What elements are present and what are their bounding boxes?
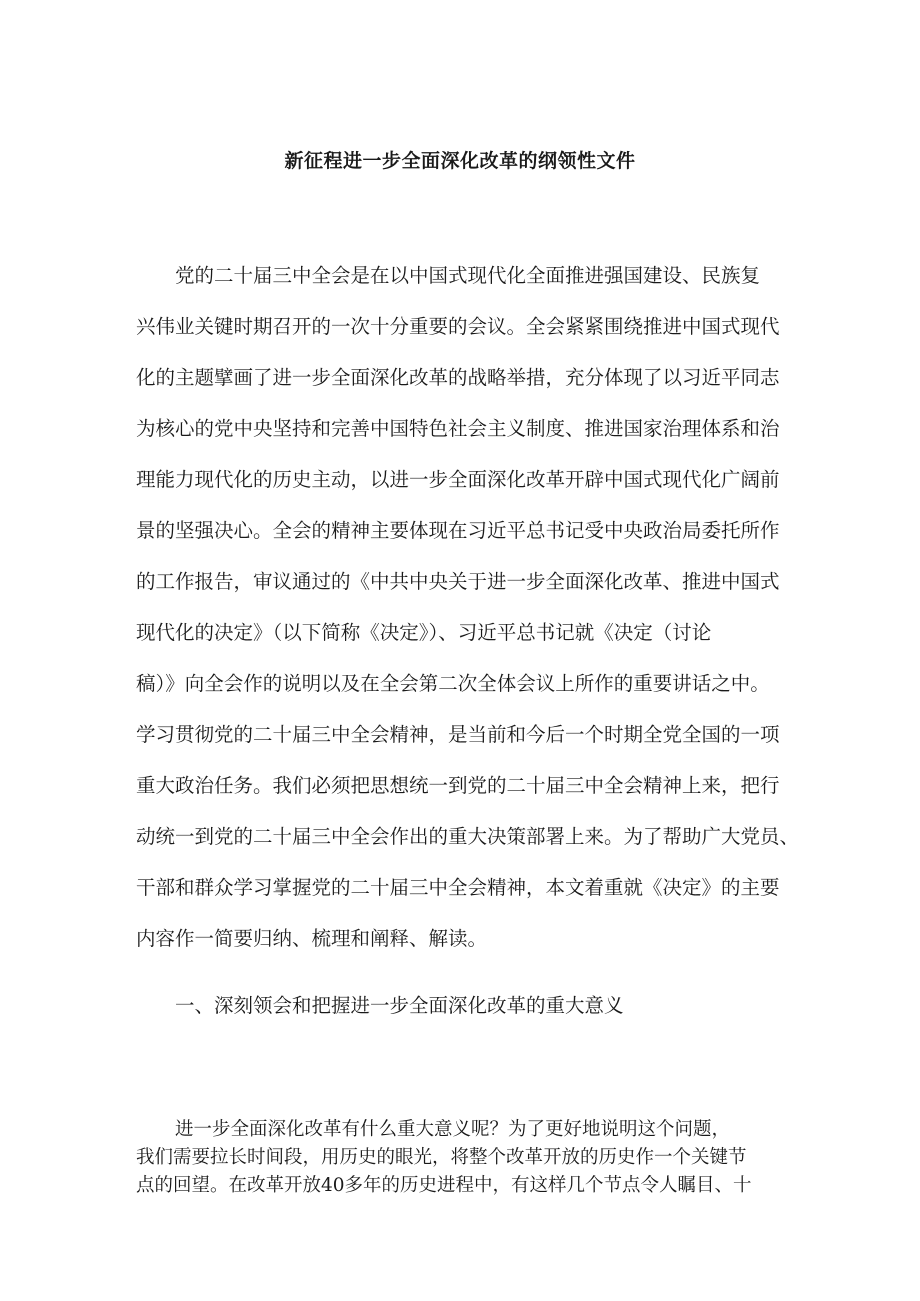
paragraph-line: 我们需要拉长时间段，用历史的眼光，将整个改革开放的历史作一个关键节	[136, 1147, 747, 1168]
paragraph-line: 稿）》向全会作的说明以及在全会第二次全体会议上所作的重要讲话之中。	[136, 672, 770, 695]
paragraph-line: 党的二十届三中全会是在以中国式现代化全面推进强国建设、民族复	[175, 264, 761, 287]
paragraph-line: 进一步全面深化改革有什么重大意义呢？为了更好地说明这个问题，	[175, 1119, 731, 1140]
document-title: 新征程进一步全面深化改革的纲领性文件	[284, 150, 636, 172]
paragraph-line: 的工作报告，审议通过的《中共中央关于进一步全面深化改革、推进中国式	[136, 570, 780, 593]
section-heading: 一、深刻领会和把握进一步全面深化改革的重大意义	[175, 994, 624, 1017]
paragraph-line: 动统一到党的二十届三中全会作出的重大决策部署上来。为了帮助广大党员、	[136, 825, 800, 848]
paragraph-line: 点的回望。在改革开放40多年的历史进程中，有这样几个节点令人瞩目、十	[136, 1175, 752, 1196]
paragraph-line: 内容作一简要归纳、梳理和阐释、解读。	[136, 927, 488, 950]
paragraph-line: 景的坚强决心。全会的精神主要体现在习近平总书记受中央政治局委托所作	[136, 519, 780, 542]
paragraph-line: 干部和群众学习掌握党的二十届三中全会精神，本文着重就《决定》的主要	[136, 876, 780, 899]
paragraph-line: 为核心的党中央坚持和完善中国特色社会主义制度、推进国家治理体系和治	[136, 417, 780, 440]
paragraph-line: 学习贯彻党的二十届三中全会精神，是当前和今后一个时期全党全国的一项	[136, 723, 780, 746]
paragraph-line: 重大政治任务。我们必须把思想统一到党的二十届三中全会精神上来，把行	[136, 774, 780, 797]
paragraph-line: 现代化的决定》（以下简称《决定》）、习近平总书记就《决定（讨论	[136, 621, 712, 644]
paragraph-line: 兴伟业关键时期召开的一次十分重要的会议。全会紧紧围绕推进中国式现代	[136, 315, 780, 338]
paragraph-line: 化的主题擘画了进一步全面深化改革的战略举措，充分体现了以习近平同志	[136, 366, 780, 389]
paragraph-line: 理能力现代化的历史主动，以进一步全面深化改革开辟中国式现代化广阔前	[136, 468, 780, 491]
